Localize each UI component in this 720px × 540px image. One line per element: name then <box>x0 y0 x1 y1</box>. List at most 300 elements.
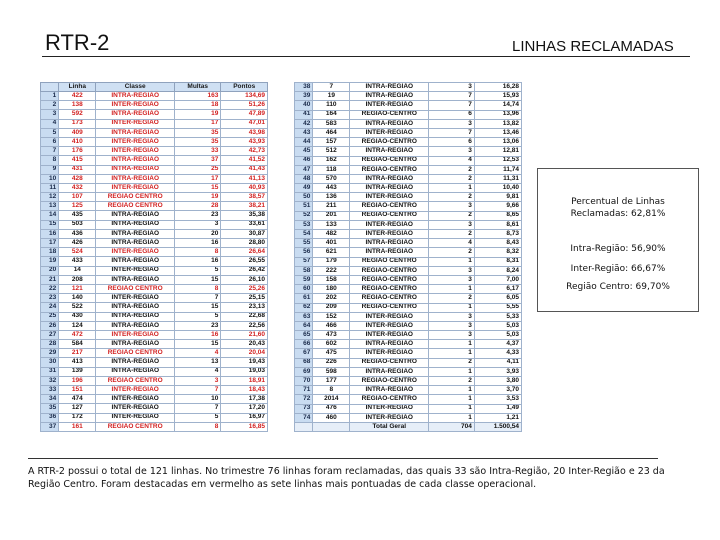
points-value: 41,52 <box>221 156 268 165</box>
fines-count: 3 <box>429 83 475 92</box>
table-row <box>295 358 522 367</box>
row-index: 52 <box>295 211 313 220</box>
line-class: REGIÃO CENTRO <box>96 422 175 431</box>
line-class: INTRA-REGIÃO <box>350 184 429 193</box>
line-class: INTRA-REGIÃO <box>96 156 175 165</box>
table-row <box>41 358 268 367</box>
table-row <box>295 321 522 330</box>
line-number: 202 <box>313 294 350 303</box>
line-number: 410 <box>59 137 96 146</box>
line-number: 201 <box>313 211 350 220</box>
line-number: 415 <box>59 156 96 165</box>
total-label: Total Geral <box>350 422 429 431</box>
table-row <box>41 376 268 385</box>
points-value: 134,69 <box>221 92 268 101</box>
points-value: 17,20 <box>221 404 268 413</box>
fines-count: 35 <box>175 128 221 137</box>
row-index: 23 <box>41 294 59 303</box>
row-index: 18 <box>41 248 59 257</box>
line-number: 172 <box>59 413 96 422</box>
row-index: 69 <box>295 367 313 376</box>
line-class: REGIÃO-CENTRO <box>350 285 429 294</box>
points-value: 3,70 <box>474 386 521 395</box>
table-row <box>295 331 522 340</box>
line-class: INTER-REGIÃO <box>96 386 175 395</box>
line-class: REGIÃO-CENTRO <box>350 377 429 386</box>
fines-count: 16 <box>175 330 221 339</box>
fines-count: 19 <box>175 110 221 119</box>
table-row <box>41 165 268 174</box>
points-value: 16,28 <box>474 83 521 92</box>
table-row <box>41 92 268 101</box>
line-class: REGIÃO-CENTRO <box>350 275 429 284</box>
line-class: INTRA-REGIÃO <box>350 147 429 156</box>
line-number: 433 <box>59 257 96 266</box>
line-number: 583 <box>313 119 350 128</box>
row-index: 5 <box>41 128 59 137</box>
column-header: Classe <box>96 83 175 92</box>
row-index: 14 <box>41 211 59 220</box>
line-number: 217 <box>59 349 96 358</box>
fines-count: 16 <box>175 257 221 266</box>
line-class: REGIÃO-CENTRO <box>350 156 429 165</box>
points-value: 8,43 <box>474 239 521 248</box>
points-value: 4,33 <box>474 349 521 358</box>
line-number: 443 <box>313 184 350 193</box>
line-number: 177 <box>313 377 350 386</box>
line-number: 409 <box>59 128 96 137</box>
line-number: 125 <box>59 202 96 211</box>
table-row <box>295 83 522 92</box>
fines-count: 2 <box>429 165 475 174</box>
fines-count: 2 <box>429 211 475 220</box>
table-row <box>295 110 522 119</box>
fines-count: 3 <box>175 376 221 385</box>
points-value: 12,53 <box>474 156 521 165</box>
points-value: 26,10 <box>221 275 268 284</box>
fines-count: 23 <box>175 211 221 220</box>
table-row <box>295 257 522 266</box>
points-value: 5,03 <box>474 331 521 340</box>
table-row <box>295 184 522 193</box>
row-index: 11 <box>41 183 59 192</box>
row-index: 29 <box>41 349 59 358</box>
line-number: 522 <box>59 303 96 312</box>
line-number: 430 <box>59 312 96 321</box>
points-value: 30,87 <box>221 229 268 238</box>
points-value: 22,68 <box>221 312 268 321</box>
points-value: 11,74 <box>474 165 521 174</box>
fines-count: 1 <box>429 386 475 395</box>
line-class: INTER-REGIÃO <box>96 266 175 275</box>
fines-count: 1 <box>429 285 475 294</box>
intra-region-percent: Intra-Região: 56,90% <box>570 244 666 254</box>
line-class: INTRA-REGIÃO <box>96 321 175 330</box>
line-class: INTER-REGIÃO <box>96 147 175 156</box>
table-row <box>295 211 522 220</box>
table-row <box>41 137 268 146</box>
row-index: 37 <box>41 422 59 431</box>
points-value: 42,73 <box>221 147 268 156</box>
line-number: 138 <box>59 101 96 110</box>
line-number: 226 <box>313 358 350 367</box>
table-row <box>41 110 268 119</box>
row-index: 1 <box>41 92 59 101</box>
line-number: 196 <box>59 376 96 385</box>
line-number: 162 <box>313 156 350 165</box>
line-number: 211 <box>313 202 350 211</box>
points-value: 16,85 <box>221 422 268 431</box>
table-row <box>41 349 268 358</box>
column-header: Multas <box>175 83 221 92</box>
line-class: INTER-REGIÃO <box>350 404 429 413</box>
page-title: RTR-2 <box>45 30 110 55</box>
fines-count: 7 <box>175 386 221 395</box>
fines-count: 1 <box>429 349 475 358</box>
line-class: INTRA-REGIÃO <box>350 92 429 101</box>
table-row <box>295 413 522 422</box>
row-index: 30 <box>41 358 59 367</box>
points-value: 18,91 <box>221 376 268 385</box>
table-row <box>295 92 522 101</box>
fines-count: 5 <box>175 266 221 275</box>
table-row <box>295 239 522 248</box>
fines-count: 3 <box>429 331 475 340</box>
fines-count: 1 <box>429 413 475 422</box>
row-index: 2 <box>41 101 59 110</box>
line-number: 460 <box>313 413 350 422</box>
table-row <box>295 248 522 257</box>
line-number: 428 <box>59 174 96 183</box>
total-points: 1.500,54 <box>474 422 521 431</box>
table-row <box>295 294 522 303</box>
line-class: INTER-REGIÃO <box>96 330 175 339</box>
fines-count: 2 <box>429 174 475 183</box>
total-fines: 704 <box>429 422 475 431</box>
line-number: 570 <box>313 174 350 183</box>
line-number: 464 <box>313 128 350 137</box>
line-number: 118 <box>313 165 350 174</box>
table-row <box>41 183 268 192</box>
line-class: INTER-REGIÃO <box>350 312 429 321</box>
line-class: INTRA-REGIÃO <box>350 248 429 257</box>
points-value: 4,11 <box>474 358 521 367</box>
fines-count: 28 <box>175 202 221 211</box>
table-row <box>41 386 268 395</box>
fines-count: 5 <box>175 413 221 422</box>
line-number: 179 <box>313 257 350 266</box>
fines-count: 15 <box>175 340 221 349</box>
line-number: 436 <box>59 229 96 238</box>
row-index <box>295 422 313 431</box>
row-index: 62 <box>295 303 313 312</box>
line-number: 209 <box>313 303 350 312</box>
points-value: 3,80 <box>474 377 521 386</box>
line-number: 512 <box>313 147 350 156</box>
line-number: 474 <box>59 395 96 404</box>
table-row <box>295 312 522 321</box>
column-header: Linha <box>59 83 96 92</box>
row-index: 70 <box>295 377 313 386</box>
row-index: 68 <box>295 358 313 367</box>
lines-table-right <box>294 82 522 432</box>
row-index: 27 <box>41 330 59 339</box>
fines-count: 1 <box>429 340 475 349</box>
points-value: 43,98 <box>221 128 268 137</box>
points-value: 13,82 <box>474 119 521 128</box>
table-row <box>41 257 268 266</box>
table-row <box>41 395 268 404</box>
points-value: 8,31 <box>474 257 521 266</box>
row-index: 60 <box>295 285 313 294</box>
line-number: 164 <box>313 110 350 119</box>
row-index: 9 <box>41 165 59 174</box>
line-class: INTER-REGIÃO <box>96 183 175 192</box>
row-index: 36 <box>41 413 59 422</box>
row-index: 19 <box>41 257 59 266</box>
line-number: 157 <box>313 138 350 147</box>
points-value: 1,49 <box>474 404 521 413</box>
line-number: 173 <box>59 119 96 128</box>
line-class: INTER-REGIÃO <box>96 101 175 110</box>
row-index: 65 <box>295 331 313 340</box>
points-value: 35,38 <box>221 211 268 220</box>
fines-count: 35 <box>175 137 221 146</box>
line-number: 598 <box>313 367 350 376</box>
line-number: 139 <box>59 367 96 376</box>
line-class: INTER-REGIÃO <box>350 230 429 239</box>
points-value: 51,26 <box>221 101 268 110</box>
fines-count: 4 <box>175 367 221 376</box>
line-number: 180 <box>313 285 350 294</box>
table-row <box>295 349 522 358</box>
points-value: 17,38 <box>221 395 268 404</box>
points-value: 38,21 <box>221 202 268 211</box>
line-class: REGIÃO CENTRO <box>96 193 175 202</box>
fines-count: 10 <box>175 395 221 404</box>
points-value: 41,43 <box>221 165 268 174</box>
table-row <box>295 202 522 211</box>
points-value: 43,93 <box>221 137 268 146</box>
table-row <box>295 138 522 147</box>
line-class: INTER-REGIÃO <box>350 193 429 202</box>
fines-count: 19 <box>175 193 221 202</box>
column-header: Pontos <box>221 83 268 92</box>
points-value: 13,96 <box>474 110 521 119</box>
table-row <box>41 294 268 303</box>
line-class: INTRA-REGIÃO <box>350 83 429 92</box>
fines-count: 5 <box>175 312 221 321</box>
points-value: 4,37 <box>474 340 521 349</box>
fines-count: 7 <box>429 101 475 110</box>
row-index: 6 <box>41 137 59 146</box>
table-row <box>295 367 522 376</box>
table-row <box>41 330 268 339</box>
row-index: 12 <box>41 193 59 202</box>
line-class: INTER-REGIÃO <box>96 404 175 413</box>
points-value: 22,56 <box>221 321 268 330</box>
line-class: REGIÃO CENTRO <box>96 376 175 385</box>
row-index: 55 <box>295 239 313 248</box>
summary-box <box>537 168 699 312</box>
line-class: INTER-REGIÃO <box>350 331 429 340</box>
fines-count: 1 <box>429 303 475 312</box>
fines-count: 2 <box>429 248 475 257</box>
fines-count: 4 <box>429 239 475 248</box>
points-value: 3,53 <box>474 395 521 404</box>
line-class: INTRA-REGIÃO <box>96 220 175 229</box>
row-index: 24 <box>41 303 59 312</box>
fines-count: 6 <box>429 138 475 147</box>
row-index: 21 <box>41 275 59 284</box>
points-value: 3,93 <box>474 367 521 376</box>
points-value: 20,04 <box>221 349 268 358</box>
page-subtitle: LINHAS RECLAMADAS <box>512 38 674 55</box>
lines-table-left <box>40 82 268 432</box>
table-row <box>295 395 522 404</box>
table-row <box>41 119 268 128</box>
percent-lines-claimed: Percentual de Linhas Reclamadas: 62,81% <box>570 197 666 219</box>
row-index: 63 <box>295 312 313 321</box>
row-index: 51 <box>295 202 313 211</box>
line-number: 8 <box>313 386 350 395</box>
points-value: 9,66 <box>474 202 521 211</box>
table-row <box>41 128 268 137</box>
row-index: 67 <box>295 349 313 358</box>
row-index: 15 <box>41 220 59 229</box>
row-index: 42 <box>295 119 313 128</box>
points-value: 26,64 <box>221 248 268 257</box>
fines-count: 2 <box>429 358 475 367</box>
table-row <box>41 101 268 110</box>
line-number: 602 <box>313 340 350 349</box>
table-row <box>41 367 268 376</box>
row-index: 61 <box>295 294 313 303</box>
row-index: 32 <box>41 376 59 385</box>
row-index: 26 <box>41 321 59 330</box>
table-row <box>41 239 268 248</box>
points-value: 19,43 <box>221 358 268 367</box>
fines-count: 16 <box>175 239 221 248</box>
row-index: 72 <box>295 395 313 404</box>
row-index: 34 <box>41 395 59 404</box>
table-row <box>295 156 522 165</box>
table-row <box>41 321 268 330</box>
line-number: 476 <box>313 404 350 413</box>
points-value: 13,06 <box>474 138 521 147</box>
line-class: INTER-REGIÃO <box>96 413 175 422</box>
line-class: REGIÃO-CENTRO <box>350 165 429 174</box>
row-index: 48 <box>295 174 313 183</box>
fines-count: 1 <box>429 404 475 413</box>
fines-count: 3 <box>429 275 475 284</box>
line-number: 401 <box>313 239 350 248</box>
line-class: INTRA-REGIÃO <box>96 367 175 376</box>
line-class: INTRA-REGIÃO <box>96 165 175 174</box>
blank-cell <box>313 422 350 431</box>
line-class: INTRA-REGIÃO <box>350 119 429 128</box>
line-class: INTRA-REGIÃO <box>96 239 175 248</box>
line-number: 133 <box>313 220 350 229</box>
fines-count: 33 <box>175 147 221 156</box>
points-value: 12,81 <box>474 147 521 156</box>
table-row <box>41 174 268 183</box>
row-index: 8 <box>41 156 59 165</box>
table-row <box>295 386 522 395</box>
fines-count: 8 <box>175 248 221 257</box>
row-index: 49 <box>295 184 313 193</box>
line-class: INTER-REGIÃO <box>96 119 175 128</box>
table-row <box>41 156 268 165</box>
row-index: 54 <box>295 230 313 239</box>
fines-count: 15 <box>175 275 221 284</box>
fines-count: 2 <box>429 230 475 239</box>
points-value: 21,60 <box>221 330 268 339</box>
line-class: REGIÃO-CENTRO <box>350 358 429 367</box>
table-row <box>41 275 268 284</box>
row-index: 59 <box>295 275 313 284</box>
fines-count: 17 <box>175 119 221 128</box>
row-index: 31 <box>41 367 59 376</box>
fines-count: 15 <box>175 303 221 312</box>
line-class: INTRA-REGIÃO <box>350 340 429 349</box>
fines-count: 3 <box>429 119 475 128</box>
fines-count: 7 <box>175 404 221 413</box>
fines-count: 8 <box>175 284 221 293</box>
table-row <box>295 266 522 275</box>
row-index: 22 <box>41 284 59 293</box>
table-row <box>295 165 522 174</box>
line-number: 426 <box>59 239 96 248</box>
line-class: REGIÃO CENTRO <box>350 257 429 266</box>
line-number: 151 <box>59 386 96 395</box>
line-number: 413 <box>59 358 96 367</box>
line-number: 14 <box>59 266 96 275</box>
line-number: 592 <box>59 110 96 119</box>
line-number: 176 <box>59 147 96 156</box>
column-header <box>41 83 59 92</box>
line-number: 124 <box>59 321 96 330</box>
points-value: 8,24 <box>474 266 521 275</box>
table-row <box>41 303 268 312</box>
row-index: 7 <box>41 147 59 156</box>
points-value: 47,01 <box>221 119 268 128</box>
table-row <box>41 202 268 211</box>
row-index: 40 <box>295 101 313 110</box>
points-value: 26,55 <box>221 257 268 266</box>
table-row <box>41 284 268 293</box>
fines-count: 7 <box>429 128 475 137</box>
table-row <box>41 413 268 422</box>
center-region-percent: Região Centro: 69,70% <box>566 282 670 292</box>
line-number: 158 <box>313 275 350 284</box>
fines-count: 7 <box>429 92 475 101</box>
fines-count: 23 <box>175 321 221 330</box>
line-number: 584 <box>59 340 96 349</box>
fines-count: 1 <box>429 367 475 376</box>
line-class: REGIÃO-CENTRO <box>350 395 429 404</box>
fines-count: 37 <box>175 156 221 165</box>
line-class: INTRA-REGIÃO <box>96 340 175 349</box>
line-number: 121 <box>59 284 96 293</box>
fines-count: 2 <box>429 377 475 386</box>
fines-count: 3 <box>429 312 475 321</box>
table-row <box>41 312 268 321</box>
inter-region-percent: Inter-Região: 66,67% <box>570 264 666 274</box>
row-index: 47 <box>295 165 313 174</box>
row-index: 57 <box>295 257 313 266</box>
line-number: 472 <box>59 330 96 339</box>
